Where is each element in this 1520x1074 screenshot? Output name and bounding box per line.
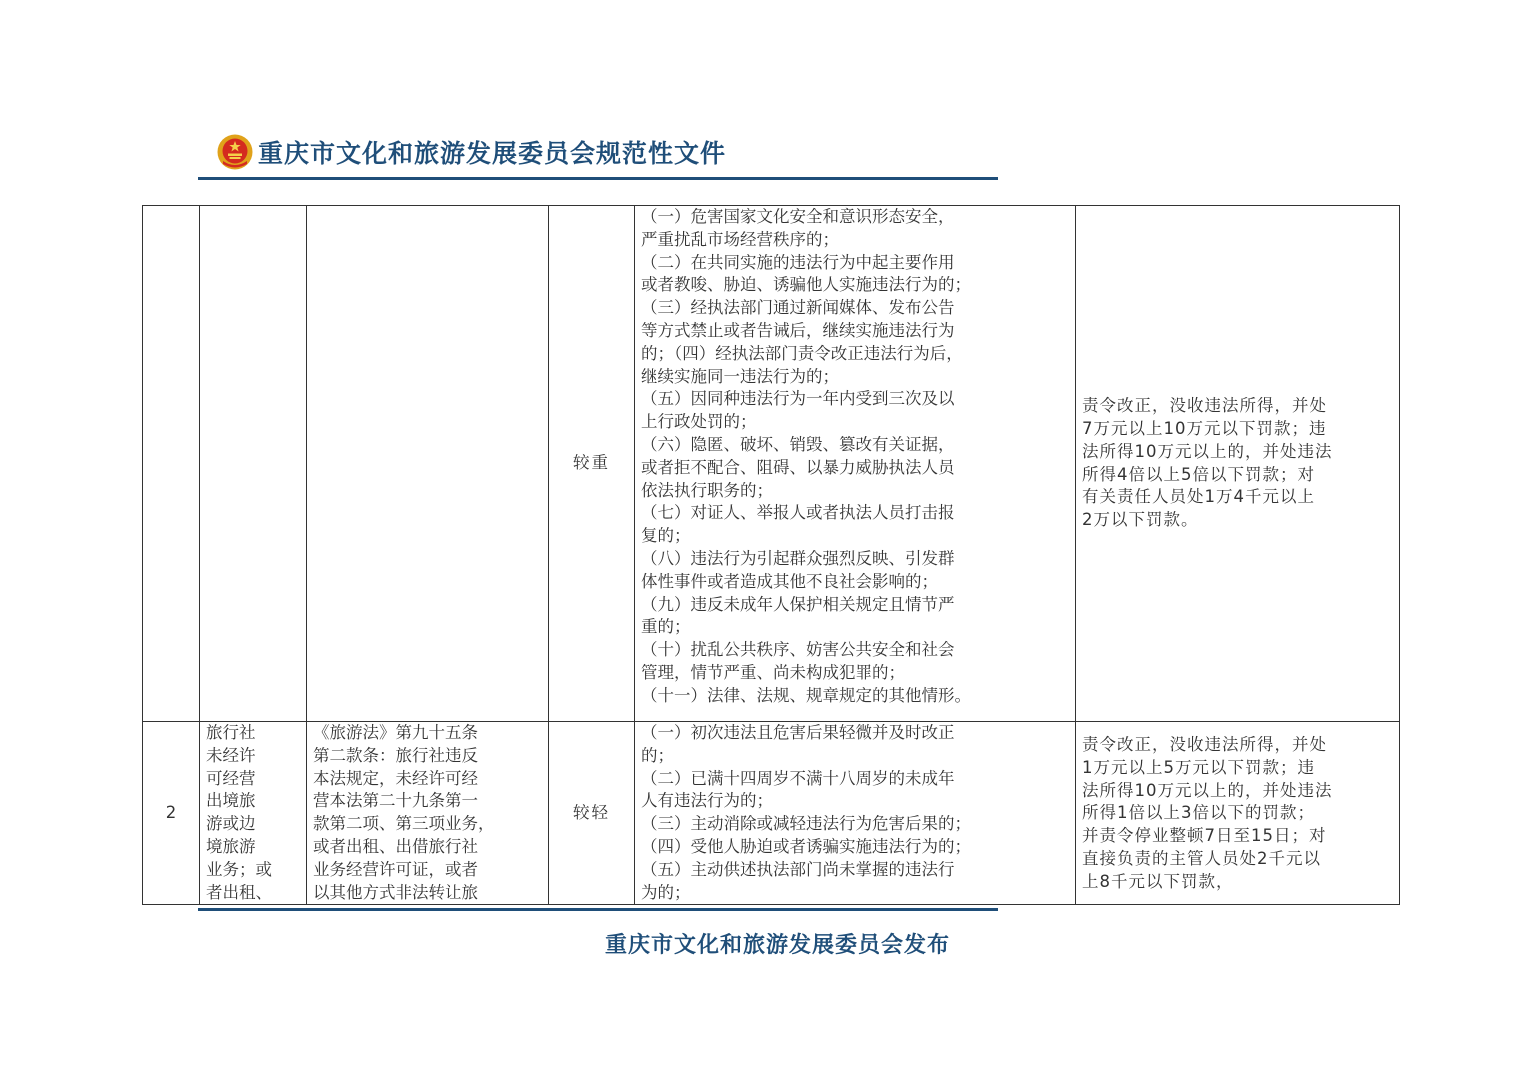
basis-cell	[307, 722, 549, 905]
footer-title: 重庆市文化和旅游发展委员会发布	[605, 932, 951, 958]
circumstance-line: （七）对证人、举报人或者执法人员打击报	[641, 503, 955, 523]
footer-rule	[198, 908, 998, 911]
circumstance-line: （三）主动消除或减轻违法行为危害后果的；	[641, 814, 971, 834]
item-cell	[200, 206, 307, 722]
seq-cell	[143, 722, 200, 905]
basis-line: 款第二项、第三项业务，	[313, 814, 495, 834]
circumstance-line: 为的；	[641, 882, 691, 902]
header-rule	[198, 177, 998, 180]
circumstance-line: （九）违反未成年人保护相关规定且情节严	[641, 594, 955, 614]
penalty-cell	[1076, 722, 1400, 905]
circumstance-line: （四）受他人胁迫或者诱骗实施违法行为的；	[641, 836, 971, 856]
circumstance-line: 上行政处罚的；	[641, 412, 757, 432]
national-emblem-icon	[216, 133, 254, 171]
penalty-line: 上8千元以下罚款，	[1082, 871, 1234, 891]
circumstances-cell	[635, 722, 1076, 905]
penalty-line: 直接负责的主管人员处2千元以	[1082, 848, 1321, 868]
circumstance-line: （五）主动供述执法部门尚未掌握的违法行	[641, 859, 955, 879]
circumstance-line: （六）隐匿、破坏、销毁、篡改有关证据，	[641, 434, 955, 454]
level-label: 较轻	[573, 802, 610, 822]
circumstance-line: （三）经执法部门通过新闻媒体、发布公告	[641, 298, 955, 318]
circumstance-line: 严重扰乱市场经营秩序的；	[641, 229, 839, 249]
seq-cell	[143, 206, 200, 722]
basis-line: 或者出租、出借旅行社	[313, 836, 478, 856]
penalty-line: 有关责任人员处1万4千元以上	[1082, 487, 1315, 507]
basis-line: 第二款条：旅行社违反	[313, 745, 478, 765]
header-title: 重庆市文化和旅游发展委员会规范性文件	[258, 139, 727, 168]
penalty-line: 并责令停业整顿7日至15日；对	[1082, 826, 1327, 846]
basis-cell	[307, 206, 549, 722]
circumstance-line: 复的；	[641, 526, 691, 546]
item-line: 游或边	[206, 814, 256, 834]
circumstance-line: 的；（四）经执法部门责令改正违法行为后，	[641, 343, 963, 363]
penalty-cell	[1076, 206, 1400, 722]
penalty-line: 法所得10万元以上的，并处违法	[1082, 441, 1333, 461]
circumstance-line: （一）危害国家文化安全和意识形态安全，	[641, 207, 955, 226]
circumstance-line: 或者拒不配合、阻碍、以暴力威胁执法人员	[641, 457, 955, 477]
circumstance-line: 人有违法行为的；	[641, 791, 773, 811]
circumstance-line: （二）在共同实施的违法行为中起主要作用	[641, 252, 955, 272]
circumstance-line: 或者教唆、胁迫、诱骗他人实施违法行为的；	[641, 275, 971, 295]
circumstance-line: 重的；	[641, 617, 691, 637]
table-row	[143, 206, 1400, 722]
level-cell	[549, 206, 635, 722]
item-line: 未经许	[206, 745, 256, 765]
circumstance-line: （十一）法律、法规、规章规定的其他情形。	[641, 685, 971, 705]
basis-line: 营本法第二十九条第一	[313, 791, 478, 811]
circumstance-line: 依法执行职务的；	[641, 480, 773, 500]
circumstance-line: 继续实施同一违法行为的；	[641, 366, 839, 386]
circumstance-line: 管理，情节严重、尚未构成犯罪的；	[641, 662, 905, 682]
circumstance-line: （二）已满十四周岁不满十八周岁的未成年	[641, 768, 955, 788]
basis-line: 以其他方式非法转让旅	[313, 882, 478, 902]
circumstance-line: （一）初次违法且危害后果轻微并及时改正	[641, 723, 955, 742]
seq-number: 2	[165, 802, 177, 822]
basis-line: 本法规定，未经许可经	[313, 768, 478, 788]
item-line: 境旅游	[206, 836, 256, 856]
item-line: 者出租、	[206, 882, 272, 902]
item-line: 业务；或	[206, 859, 272, 879]
basis-line: 业务经营许可证，或者	[313, 859, 478, 879]
penalty-line: 2万以下罚款。	[1082, 510, 1199, 530]
penalty-line: 所得1倍以上3倍以下的罚款；	[1082, 803, 1315, 823]
circumstance-line: （五）因同种违法行为一年内受到三次及以	[641, 389, 955, 409]
document-header	[216, 128, 726, 176]
penalty-standard-table	[142, 205, 1400, 905]
penalty-line: 法所得10万元以上的，并处违法	[1082, 780, 1333, 800]
level-label: 较重	[573, 453, 610, 473]
item-cell	[200, 722, 307, 905]
circumstance-line: （八）违法行为引起群众强烈反映、引发群	[641, 548, 955, 568]
penalty-line: 7万元以上10万元以下罚款；违	[1082, 418, 1327, 438]
penalty-line: 责令改正，没收违法所得，并处	[1082, 396, 1327, 416]
level-cell	[549, 722, 635, 905]
circumstance-line: 体性事件或者造成其他不良社会影响的；	[641, 571, 938, 591]
item-line: 出境旅	[206, 791, 256, 811]
table-row	[143, 722, 1400, 905]
circumstance-line: 等方式禁止或者告诫后，继续实施违法行为	[641, 320, 955, 340]
circumstance-line: （十）扰乱公共秩序、妨害公共安全和社会	[641, 640, 955, 660]
penalty-line: 1万元以上5万元以下罚款；违	[1082, 757, 1315, 777]
circumstances-cell	[635, 206, 1076, 722]
circumstance-line: 的；	[641, 745, 674, 765]
item-line: 可经营	[206, 768, 256, 788]
item-line: 旅行社	[206, 723, 256, 742]
penalty-line: 所得4倍以上5倍以下罚款；对	[1082, 464, 1315, 484]
basis-line: 《旅游法》第九十五条	[313, 723, 478, 742]
penalty-line: 责令改正，没收违法所得，并处	[1082, 735, 1327, 754]
